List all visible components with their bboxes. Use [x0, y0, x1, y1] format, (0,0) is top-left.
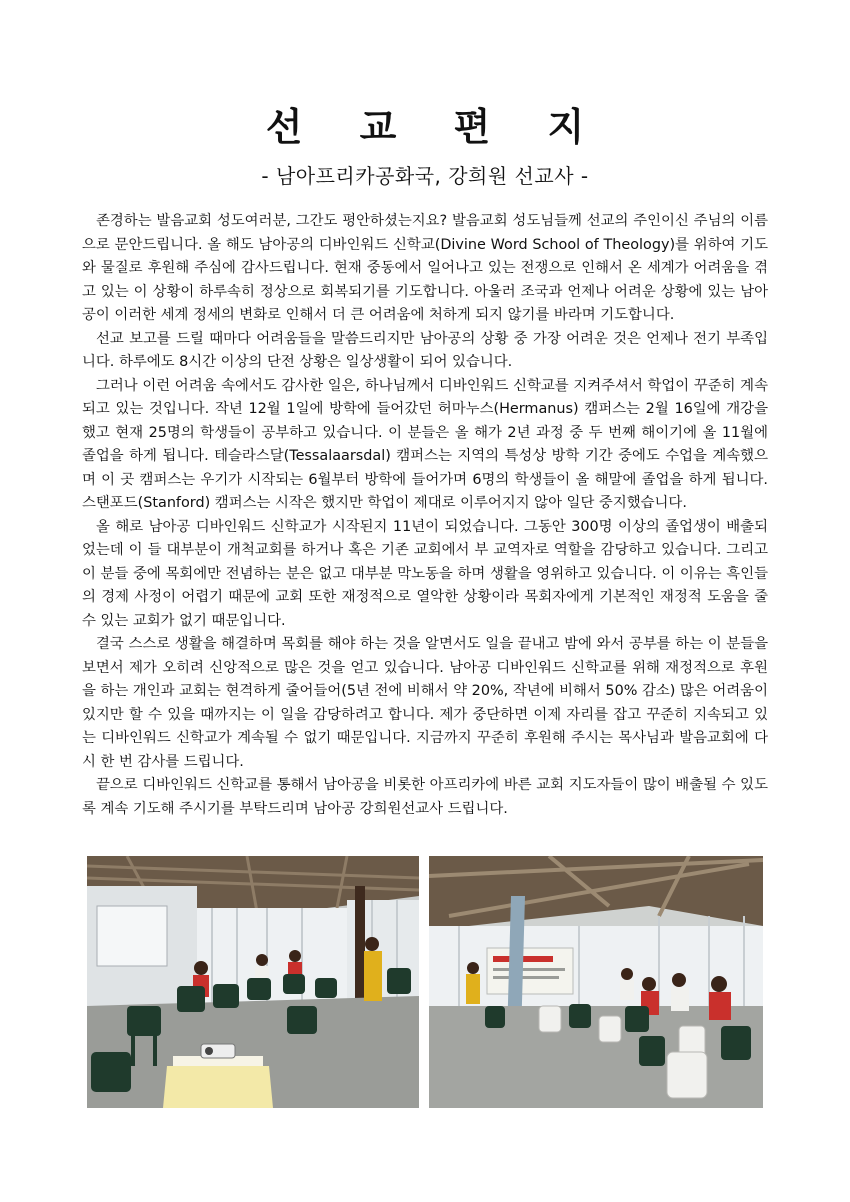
photo-row [87, 856, 763, 1108]
paragraph-campus-report: 그러나 이런 어려움 속에서도 감사한 일은, 하나님께서 디바인워드 신학교를 지켜주셔서 학업이 꾸준히 계속되고 있는 것입니다. 작년 12월 1일에 방학에 들어갔던 허마누스(Hermanus) 캠퍼스는 2월 16일에 개강을 했고 현재 25명의 학생들이 공부하고 있습니다. 이 분들은 올 해가 2년 과정 중 두 번째 해이기에 올 11월에 졸업을 하게 됩니다. 테슬라스달(Tessalaarsdal) 캠퍼스는 지역의 특성상 방학 기간 중에도 수업을 계속했으며 이 곳 캠퍼스는 우기가 시작되는 6월부터 방학에 들어가며 6명의 학생들이 올 해말에 졸업을 하게 됩니다. 스탠포드(Stanford) 캠퍼스는 시작은 했지만 학업이 제대로 이루어지지 않아 일단 중지했습니다. [82, 377, 768, 511]
paragraph-support: 결국 스스로 생활을 해결하며 목회를 해야 하는 것을 알면서도 일을 끝내고 밤에 와서 공부를 하는 이 분들을 보면서 제가 오히려 신앙적으로 많은 것을 얻고 있습니다. 남아공 디바인워드 신학교를 위해 재정적으로 후원을 하는 개인과 교회는 현격하게 줄어들어(5년 전에 비해서 약 20%, 작년에 비해서 50% 감소) 많은 어려움이 있지만 할 수 있을 때까지는 이 일을 감당하려고 합니다. 제가 중단하면 이제 자리를 잡고 꾸준히 지속되고 있는 디바인워드 신학교가 계속될 수 없기 때문입니다. 지금까지 꾸준히 후원해 주시는 목사님과 발음교회에 다시 한 번 감사를 드립니다. [82, 636, 768, 770]
classroom-photo-right [429, 856, 763, 1108]
classroom-photo-left [87, 856, 419, 1108]
paragraph-power-shortage: 선교 보고를 드릴 때마다 어려움들을 말씀드리지만 남아공의 상황 중 가장 어려운 것은 언제나 전기 부족입니다. 하루에도 8시간 이상의 단전 상황은 일상생활이 되어 있습니다. [82, 330, 768, 370]
page-subtitle: - 남아프리카공화국, 강희원 선교사 - [261, 164, 589, 188]
letter-body [82, 210, 768, 821]
paragraph-greeting: 존경하는 발음교회 성도여러분, 그간도 평안하셨는지요? 발음교회 성도님들께 선교의 주인이신 주님의 이름으로 문안드립니다. 올 해도 남아공의 디바인워드 신학교(Divine Word School of Theology)를 위하여 기도와 물질로 후원해 주심에 감사드립니다. 현재 중동에서 일어나고 있는 전쟁으로 인해서 온 세계가 어려움을 겪고 있는 이 상황이 하루속히 정상으로 회복되기를 기도합니다. 아울러 조국과 언제나 어려운 상황에 있는 남아공이 이러한 세계 정세의 변화로 인해서 더 큰 어려움에 처하게 되지 않기를 바라며 기도합니다. [82, 213, 768, 323]
page-title: 선 교 편 지 [265, 104, 607, 149]
paragraph-closing: 끝으로 디바인워드 신학교를 통해서 남아공을 비롯한 아프리카에 바른 교회 지도자들이 많이 배출될 수 있도록 계속 기도해 주시기를 부탁드리며 남아공 강희원선교사 드립니다. [82, 777, 768, 817]
paragraph-graduates: 올 해로 남아공 디바인워드 신학교가 시작된지 11년이 되었습니다. 그동안 300명 이상의 졸업생이 배출되었는데 이 들 대부분이 개척교회를 하거나 혹은 기존 교회에서 부 교역자로 역할을 감당하고 있습니다. 그리고 이 분들 중에 목회에만 전념하는 분은 없고 대부분 막노동을 하며 생활을 영위하고 있습니다. 이 이유는 흑인들의 경제 사정이 어렵기 때문에 교회 또한 재정적으로 열악한 상황이라 목회자에게 기본적인 재정적 도움을 줄 수 있는 교회가 없기 때문입니다. [82, 518, 768, 629]
